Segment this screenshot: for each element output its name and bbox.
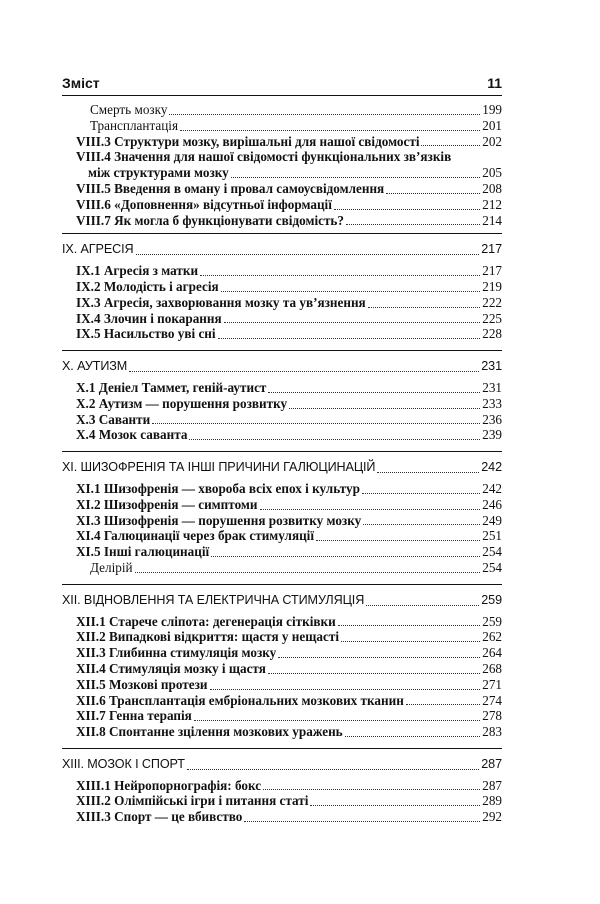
dot-leader xyxy=(338,625,481,626)
toc-page-number: 208 xyxy=(482,180,502,196)
toc-entry[interactable] xyxy=(62,412,502,428)
header-divider xyxy=(62,95,502,96)
toc-entry[interactable] xyxy=(62,693,502,709)
toc-page-number: 289 xyxy=(482,793,502,809)
toc-entry[interactable] xyxy=(62,614,502,630)
dot-leader xyxy=(231,177,480,178)
toc-entry[interactable] xyxy=(62,326,502,342)
toc-page-number: 212 xyxy=(482,196,502,212)
toc-entry[interactable] xyxy=(62,481,502,497)
toc-chapter-title: XI. ШИЗОФРЕНІЯ ТА ІНШІ ПРИЧИНИ ГАЛЮЦИНАЦІЙ xyxy=(62,460,376,475)
toc-entry[interactable] xyxy=(62,677,502,693)
toc-entry[interactable] xyxy=(62,724,502,740)
toc-page-number: 278 xyxy=(482,708,502,724)
toc-entry[interactable] xyxy=(62,544,502,560)
toc-entry[interactable] xyxy=(62,513,502,529)
toc-section xyxy=(62,451,502,584)
dot-leader xyxy=(377,472,479,473)
dot-leader xyxy=(221,291,481,292)
toc-entry-title: XII.6 Трансплантація ембріональних мозкових тканин xyxy=(76,692,404,708)
toc-page-number: 271 xyxy=(482,676,502,692)
toc-section xyxy=(62,99,502,233)
dot-leader xyxy=(129,371,479,372)
toc-entry-title: VIII.5 Введення в оману і провал самоусвідомлення xyxy=(76,180,385,196)
dot-leader xyxy=(260,509,481,510)
dot-leader xyxy=(194,720,480,721)
toc-entry[interactable] xyxy=(62,645,502,661)
toc-entry-title: IX.2 Молодість і агресія xyxy=(76,278,219,294)
toc-entry-title: XII.3 Глибинна стимуляція мозку xyxy=(76,645,277,661)
dot-leader xyxy=(368,307,481,308)
toc-entry[interactable] xyxy=(62,809,502,825)
toc-page-number: 287 xyxy=(481,756,502,771)
dot-leader xyxy=(211,556,480,557)
dot-leader xyxy=(200,275,480,276)
toc-page-number: 214 xyxy=(482,212,502,228)
toc-entry-title: XII.2 Випадкові відкриття: щастя у нещасті xyxy=(76,629,339,645)
toc-entry[interactable] xyxy=(62,708,502,724)
toc-page-number: 236 xyxy=(482,411,502,427)
toc-page-number: 228 xyxy=(482,326,502,342)
toc-entry-title: IX.1 Агресія з матки xyxy=(76,263,199,279)
toc-entry-title: IX.4 Злочин і покарання xyxy=(76,310,222,326)
toc-entry[interactable] xyxy=(62,149,502,181)
toc-entry-title: VIII.3 Структури мозку, вирішальні для нашої свідомості xyxy=(76,133,420,149)
toc-page-number: 249 xyxy=(482,512,502,528)
toc-entry-title-continuation: між структурами мозку xyxy=(88,165,229,181)
toc-page-number: 231 xyxy=(481,359,502,374)
toc-section xyxy=(62,748,502,833)
toc-entry[interactable] xyxy=(62,396,502,412)
toc-subentry[interactable] xyxy=(62,102,502,118)
dot-leader xyxy=(289,408,480,409)
dot-leader xyxy=(263,789,480,790)
toc-entry[interactable] xyxy=(62,279,502,295)
toc-page-number: 233 xyxy=(482,395,502,411)
toc-chapter-title: X. АУТИЗМ xyxy=(62,359,128,374)
toc-entry[interactable] xyxy=(62,497,502,513)
dot-leader xyxy=(278,657,480,658)
running-header xyxy=(62,73,502,91)
dot-leader xyxy=(421,145,480,146)
dot-leader xyxy=(187,769,479,770)
toc-page-number: 251 xyxy=(482,528,502,544)
dot-leader xyxy=(316,540,480,541)
toc-page-number: 202 xyxy=(482,133,502,149)
toc-page-number: 242 xyxy=(481,460,502,475)
toc-entry-title: X.1 Деніел Таммет, геній-аутист xyxy=(76,379,267,395)
dot-leader xyxy=(210,689,481,690)
toc-page-number: 287 xyxy=(482,777,502,793)
toc-entry-title: XIII.1 Нейропорнографія: бокс xyxy=(76,777,262,793)
toc-page-number: 201 xyxy=(482,117,502,133)
toc-entry[interactable] xyxy=(62,181,502,197)
toc-entry-title: XIII.2 Олімпійські ігри і питання статі xyxy=(76,793,309,809)
toc-page-number: 292 xyxy=(482,809,502,825)
dot-leader xyxy=(363,524,480,525)
toc-subentry[interactable] xyxy=(62,118,502,134)
toc-page-number: 262 xyxy=(482,629,502,645)
running-header-title: Зміст xyxy=(62,75,100,91)
toc-entry-title: Делірій xyxy=(90,559,133,575)
dot-leader xyxy=(169,114,480,115)
toc-page-number: 259 xyxy=(482,613,502,629)
toc-entry-title: IX.5 Насильство уві сні xyxy=(76,326,216,342)
toc-entry-title: Трансплантація xyxy=(90,117,179,133)
toc-entry[interactable] xyxy=(62,661,502,677)
dot-leader xyxy=(366,605,479,606)
dot-leader xyxy=(268,673,480,674)
toc-entry-title: VIII.4 Значення для нашої свідомості функціональних зв’язків xyxy=(76,149,452,165)
toc-entry[interactable] xyxy=(62,134,502,150)
dot-leader xyxy=(135,572,481,573)
toc-entry-title: XI.3 Шизофренія — порушення розвитку мозку xyxy=(76,512,362,528)
toc-page-number: 268 xyxy=(482,660,502,676)
toc-page-number: 264 xyxy=(482,645,502,661)
dot-leader xyxy=(406,704,480,705)
dot-leader xyxy=(334,209,480,210)
toc-page-number: 219 xyxy=(482,278,502,294)
toc-entry-title: XII.7 Генна терапія xyxy=(76,708,192,724)
toc-chapter[interactable] xyxy=(62,359,502,375)
toc-section xyxy=(62,584,502,748)
toc-entry[interactable] xyxy=(62,778,502,794)
toc-chapter[interactable] xyxy=(62,593,502,609)
dot-leader xyxy=(346,224,480,225)
toc-entry[interactable] xyxy=(62,263,502,279)
toc-chapter[interactable] xyxy=(62,242,502,258)
toc-chapter-title: XIII. МОЗОК І СПОРТ xyxy=(62,756,185,771)
toc-entry-title: X.3 Саванти xyxy=(76,411,151,427)
toc-entry[interactable] xyxy=(62,380,502,396)
toc-entry-title: XI.1 Шизофренія — хвороба всіх епох і культур xyxy=(76,480,360,496)
toc-entry[interactable] xyxy=(62,629,502,645)
dot-leader xyxy=(268,392,480,393)
toc-entry-title: X.2 Аутизм — порушення розвитку xyxy=(76,395,288,411)
toc-page-number: 239 xyxy=(482,427,502,443)
toc-entry-title: XII.8 Спонтанне зцілення мозкових уражень xyxy=(76,724,343,740)
dot-leader xyxy=(362,493,480,494)
toc-page-number: 217 xyxy=(481,242,502,257)
toc-entry-title: VIII.7 Як могла б функціонувати свідомість? xyxy=(76,212,345,228)
toc-chapter-title: IX. АГРЕСІЯ xyxy=(62,242,134,257)
dot-leader xyxy=(386,193,480,194)
dot-leader xyxy=(341,641,480,642)
toc-chapter[interactable] xyxy=(62,460,502,476)
toc-subentry[interactable] xyxy=(62,560,502,576)
toc-entry-title: XII.5 Мозкові протези xyxy=(76,676,208,692)
page-number: 11 xyxy=(487,75,502,91)
toc-entry-title: X.4 Мозок саванта xyxy=(76,427,188,443)
dot-leader xyxy=(310,805,480,806)
toc-entry[interactable] xyxy=(62,427,502,443)
toc-section xyxy=(62,233,502,350)
dot-leader xyxy=(152,423,480,424)
toc-entry-title: XI.2 Шизофренія — симптоми xyxy=(76,496,258,512)
toc-page-number: 283 xyxy=(482,724,502,740)
toc-chapter-title: XII. ВІДНОВЛЕННЯ ТА ЕЛЕКТРИЧНА СТИМУЛЯЦІЯ xyxy=(62,592,365,607)
toc-page-number: 225 xyxy=(482,310,502,326)
dot-leader xyxy=(224,322,481,323)
dot-leader xyxy=(345,736,481,737)
toc-entry-title: XI.5 Інші галюцинації xyxy=(76,544,210,560)
toc-entry[interactable] xyxy=(62,528,502,544)
toc-page-number: 274 xyxy=(482,692,502,708)
toc-page-number: 205 xyxy=(482,165,502,181)
toc-page-number: 199 xyxy=(482,102,502,117)
toc-page-number: 242 xyxy=(482,480,502,496)
toc-section xyxy=(62,350,502,451)
toc-entry[interactable] xyxy=(62,793,502,809)
dot-leader xyxy=(218,338,481,339)
toc-entry[interactable] xyxy=(62,311,502,327)
toc-entry-title: XI.4 Галюцинації через брак стимуляції xyxy=(76,528,314,544)
toc-entry-title: XII.4 Стимуляція мозку і щастя xyxy=(76,660,266,676)
dot-leader xyxy=(180,130,480,131)
toc-page-number: 246 xyxy=(482,496,502,512)
toc-entry-title: XIII.3 Спорт — це вбивство xyxy=(76,809,243,825)
toc-entry-title: XII.1 Старече сліпота: дегенерація сітківки xyxy=(76,613,336,629)
toc-page-number: 222 xyxy=(482,294,502,310)
dot-leader xyxy=(189,439,480,440)
dot-leader xyxy=(136,254,480,255)
toc-entry[interactable] xyxy=(62,295,502,311)
toc-page-number: 217 xyxy=(482,263,502,279)
toc-entry-title: Смерть мозку xyxy=(90,102,168,117)
toc-entry[interactable] xyxy=(62,213,502,229)
toc-page-number: 231 xyxy=(482,379,502,395)
toc-page-number: 254 xyxy=(482,544,502,560)
toc-page-number: 259 xyxy=(481,592,502,607)
table-of-contents xyxy=(62,99,502,833)
toc-entry-title: VIII.6 «Доповнення» відсутньої інформації xyxy=(76,196,332,212)
toc-entry-title: IX.3 Агресія, захворювання мозку та ув’язнення xyxy=(76,294,366,310)
toc-entry[interactable] xyxy=(62,197,502,213)
dot-leader xyxy=(244,821,480,822)
toc-page-number: 254 xyxy=(482,559,502,575)
toc-chapter[interactable] xyxy=(62,757,502,773)
